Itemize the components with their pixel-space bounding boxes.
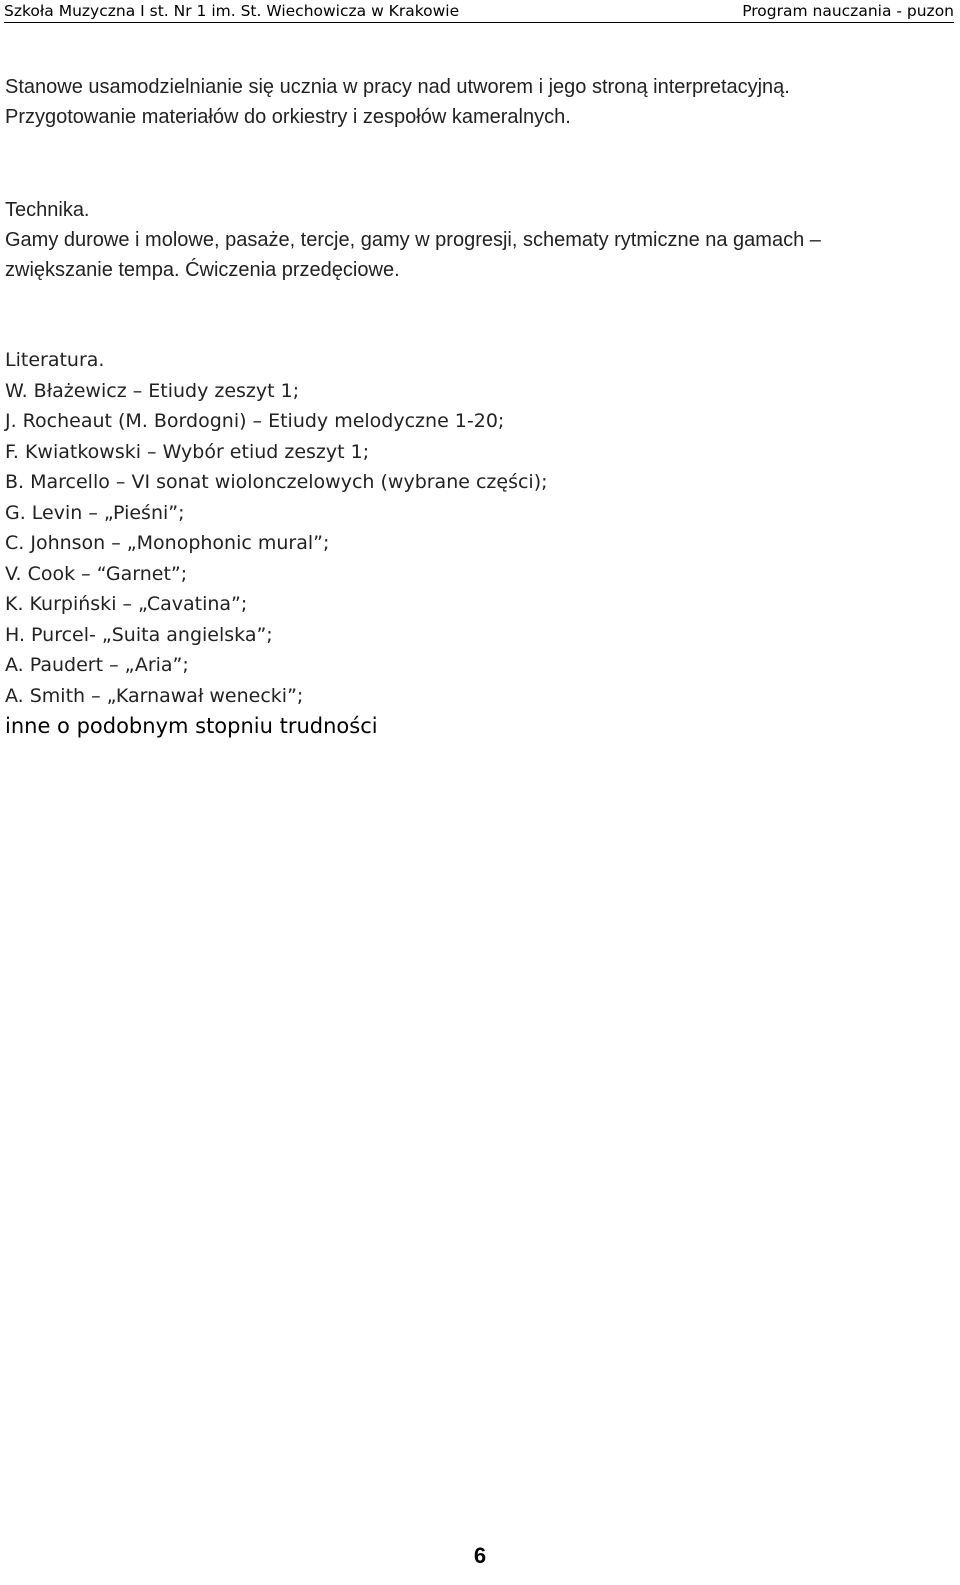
page-header <box>4 0 954 23</box>
literature-item: J. Rocheaut (M. Bordogni) – Etiudy melodyczne 1-20; <box>5 410 505 432</box>
technique-section <box>5 195 950 285</box>
header-school-name: Szkoła Muzyczna I st. Nr 1 im. St. Wiechowicza w Krakowie <box>4 2 460 20</box>
literature-section <box>5 345 548 742</box>
literature-item: G. Levin – „Pieśni”; <box>5 501 185 524</box>
literature-item: C. Johnson – „Monophonic mural”; <box>5 532 330 554</box>
technique-line: zwiększanie tempa. Ćwiczenia przedęciowe. <box>5 259 400 281</box>
literature-item: V. Cook – “Garnet”; <box>5 562 188 585</box>
literature-item: K. Kurpiński – „Cavatina”; <box>5 593 248 615</box>
literature-item: A. Paudert – „Aria”; <box>5 654 189 676</box>
literature-item: A. Smith – „Karnawał wenecki”; <box>5 684 304 707</box>
literature-heading: Literatura. <box>5 349 105 371</box>
literature-item: W. Błażewicz – Etiudy zeszyt 1; <box>5 379 300 402</box>
header-program-title: Program nauczania - puzon <box>742 2 954 20</box>
literature-item: F. Kwiatkowski – Wybór etiud zeszyt 1; <box>5 440 370 463</box>
intro-paragraph <box>5 72 950 132</box>
intro-line: Stanowe usamodzielnianie się ucznia w pracy nad utworem i jego stroną interpretacyjną. <box>5 76 790 98</box>
literature-footer-line: inne o podobnym stopniu trudności <box>5 714 378 738</box>
page-number: 6 <box>473 1543 487 1568</box>
technique-line: Gamy durowe i molowe, pasaże, tercje, gamy w progresji, schematy rytmiczne na gamach – <box>5 229 821 251</box>
literature-item: B. Marcello – VI sonat wiolonczelowych (wybrane części); <box>5 471 548 493</box>
intro-line: Przygotowanie materiałów do orkiestry i zespołów kameralnych. <box>5 106 571 128</box>
literature-item: H. Purcel- „Suita angielska”; <box>5 623 273 646</box>
technique-heading: Technika. <box>5 199 90 221</box>
